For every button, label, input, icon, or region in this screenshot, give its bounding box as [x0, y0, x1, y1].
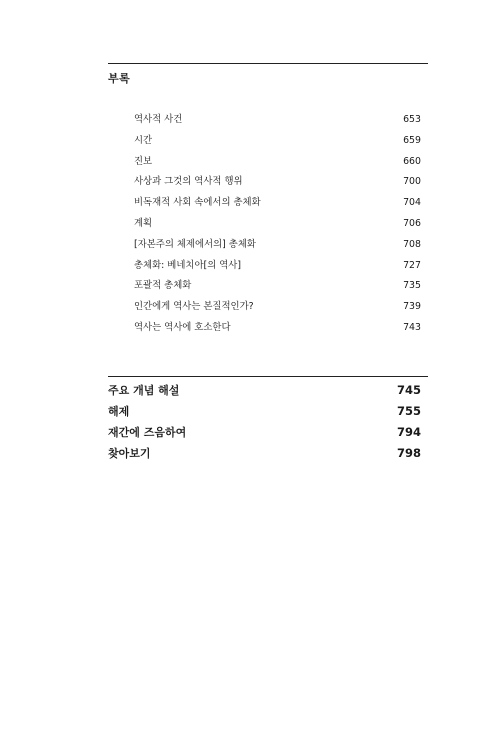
- toc-entry[interactable]: [134, 153, 421, 174]
- toc-entry[interactable]: [134, 215, 421, 236]
- toc-entry-title: 비독재적 사회 속에서의 총체화: [134, 197, 261, 209]
- top-divider: [108, 63, 428, 64]
- toc-entry[interactable]: [134, 194, 421, 215]
- appendix-heading: 부록: [108, 72, 131, 85]
- toc-entry-title: 진보: [134, 155, 153, 167]
- toc-entry-title: 계획: [134, 217, 153, 229]
- toc-entry-title: 총체화: 베네치아[의 역사]: [134, 259, 241, 271]
- section-divider: [108, 376, 428, 377]
- toc-entry-page: 794: [396, 425, 421, 439]
- toc-entry-page: 704: [403, 197, 421, 209]
- toc-entry[interactable]: [134, 277, 421, 298]
- toc-entry-title: 재간에 즈음하여: [108, 426, 187, 439]
- toc-entry-major[interactable]: [108, 445, 421, 466]
- toc-entry[interactable]: [134, 319, 421, 340]
- toc-entry-page: 659: [403, 134, 421, 146]
- toc-entry-page: 743: [403, 321, 421, 333]
- toc-entry-title: 역사적 사건: [134, 114, 183, 125]
- toc-entry[interactable]: [134, 257, 421, 278]
- back-matter-toc-list: [108, 382, 421, 466]
- toc-entry[interactable]: [134, 298, 421, 319]
- toc-entry-title: 시간: [134, 134, 153, 146]
- toc-entry-page: 727: [403, 259, 421, 271]
- toc-entry[interactable]: [134, 132, 421, 153]
- toc-entry-title: 인간에게 역사는 본질적인가?: [134, 301, 254, 313]
- toc-entry-page: 798: [396, 446, 421, 460]
- toc-entry-page: 700: [403, 176, 421, 188]
- toc-entry-page: 735: [403, 280, 421, 292]
- toc-entry-page: 708: [403, 238, 421, 250]
- toc-entry-page: 755: [396, 404, 421, 418]
- toc-entry-page: 739: [403, 301, 421, 313]
- toc-entry-major[interactable]: [108, 403, 421, 424]
- toc-entry-major[interactable]: [108, 382, 421, 403]
- toc-entry-title: 찾아보기: [108, 447, 151, 460]
- appendix-toc-list: [134, 111, 421, 340]
- toc-entry-title: 역사는 역사에 호소한다: [134, 321, 231, 333]
- toc-entry-title: 주요 개념 해설: [108, 384, 180, 397]
- toc-entry-title: 포괄적 총체화: [134, 280, 192, 292]
- toc-entry-title: 해제: [108, 405, 130, 418]
- toc-entry[interactable]: [134, 111, 421, 132]
- toc-entry-title: 사상과 그것의 역사적 행위: [134, 176, 243, 188]
- toc-entry[interactable]: [134, 236, 421, 257]
- toc-entry[interactable]: [134, 173, 421, 194]
- toc-entry-page: 745: [396, 383, 421, 397]
- toc-entry-major[interactable]: [108, 424, 421, 445]
- toc-entry-page: 660: [403, 155, 421, 167]
- toc-entry-page: 706: [403, 217, 421, 229]
- toc-entry-page: 653: [403, 114, 421, 125]
- toc-entry-title: [자본주의 체제에서의] 총체화: [134, 238, 256, 250]
